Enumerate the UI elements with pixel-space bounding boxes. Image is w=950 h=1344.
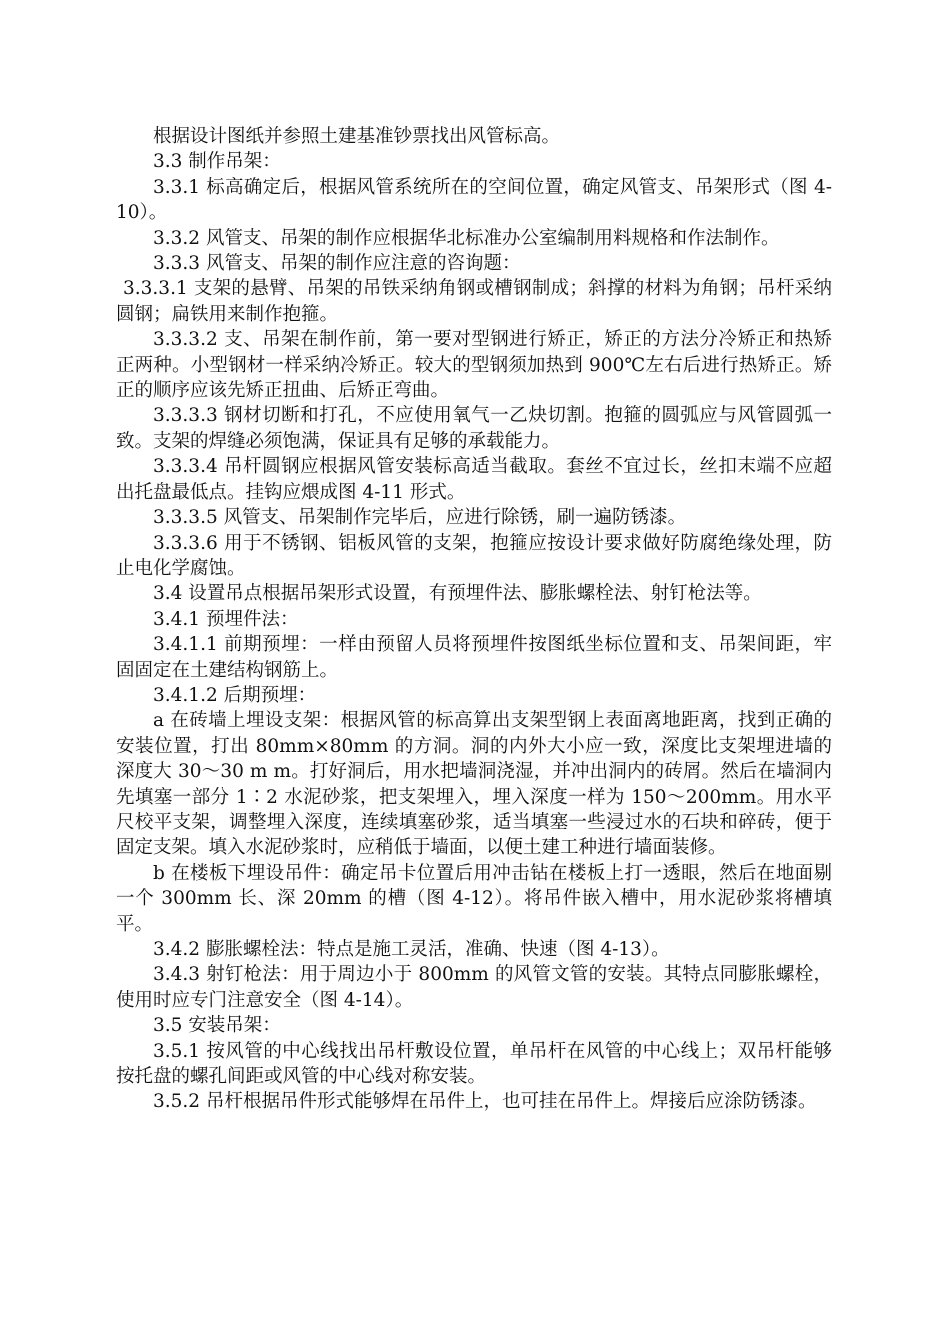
paragraph-3-3-3-6: 3.3.3.6 用于不锈钢、铝板风管的支架，抱箍应按设计要求做好防腐绝缘处理，防止电化学腐蚀。 (116, 532, 832, 579)
heading-3-5: 3.5 安装吊架： (153, 1015, 281, 1037)
paragraph-3-3-3-4: 3.3.3.4 吊杆圆钢应根据风管安装标高适当截取。套丝不宜过长，丝扣末端不应超出托盘最低点。挂钩应煨成图 4-11 形式。 (116, 456, 832, 503)
paragraph-3-4-1-2: 3.4.1.2 后期预埋： (153, 684, 317, 706)
heading-3-3: 3.3 制作吊架： (153, 151, 281, 173)
paragraph-3-4: 3.4 设置吊点根据吊架形式设置，有预埋件法、膨胀螺栓法、射钉枪法等。 (153, 583, 762, 605)
paragraph-3-3-3-2: 3.3.3.2 支、吊架在制作前，第一要对型钢进行矫正，矫正的方法分冷矫正和热矫正两种。小型钢材一样采纳冷矫正。较大的型钢须加热到 900℃左右后进行热矫正。矫正的顺序应该先矫正扭曲、后矫正弯曲。 (116, 329, 832, 402)
paragraph-3-3-3: 3.3.3 风管支、吊架的制作应注意的咨询题： (153, 253, 521, 275)
paragraph-3-5-2: 3.5.2 吊杆根据吊件形式能够焊在吊件上，也可挂在吊件上。焊接后应涂防锈漆。 (153, 1091, 817, 1113)
paragraph-item-b: b 在楼板下埋设吊件：确定吊卡位置后用冲击钻在楼板上打一透眼，然后在地面剔一个 300mm 长、深 20mm 的槽（图 4-12）。将吊件嵌入槽中，用水泥砂浆将槽填平。 (116, 862, 832, 935)
paragraph-3-4-2: 3.4.2 膨胀螺栓法：特点是施工灵活，准确、快速（图 4-13）。 (153, 939, 670, 960)
document-body (116, 124, 832, 1115)
paragraph-3-3-3-1: 3.3.3.1 支架的悬臂、吊架的吊铁采纳角钢或槽钢制成；斜撑的材料为角钢；吊杆采纳圆钢；扁铁用来制作抱箍。 (116, 278, 832, 325)
paragraph-3-4-1-1: 3.4.1.1 前期预埋：一样由预留人员将预埋件按图纸坐标位置和支、吊架间距，牢固固定在土建结构钢筋上。 (116, 634, 832, 681)
paragraph-3-3-3-5: 3.3.3.5 风管支、吊架制作完毕后，应进行除锈，刷一遍防锈漆。 (153, 507, 687, 529)
paragraph-3-3-3-3: 3.3.3.3 钢材切断和打孔，不应使用氧气一乙炔切割。抱箍的圆弧应与风管圆弧一致。支架的焊缝必须饱满，保证具有足够的承载能力。 (116, 405, 832, 452)
paragraph-3-3-1: 3.3.1 标高确定后，根据风管系统所在的空间位置，确定风管支、吊架形式（图 4-10）。 (116, 176, 832, 224)
paragraph-elevation-reference: 根据设计图纸并参照土建基准钞票找出风管标高。 (153, 126, 561, 147)
paragraph-3-4-3: 3.4.3 射钉枪法：用于周边小于 800mm 的风管文管的安装。其特点同膨胀螺栓，使用时应专门注意安全（图 4-14）。 (116, 964, 832, 1011)
paragraph-item-a: a 在砖墙上埋设支架：根据风管的标高算出支架型钢上表面离地距离，找到正确的安装位置，打出 80mm×80mm 的方洞。洞的内外大小应一致，深度比支架埋进墙的深度大 30～30 m m。打好洞后，用水把墙洞浇湿，并冲出洞内的砖屑。然后在墙洞内先填塞一部分 1∶2 水泥砂浆，把支架埋入，埋入深度一样为 150～200mm。用水平尺校平支架，调整埋入深度，连续填塞砂浆，适当填塞一些浸过水的石块和碎砖，便于固定支架。填入水泥砂浆时，应稍低于墙面，以便土建工种进行墙面装修。 (116, 710, 832, 859)
paragraph-3-5-1: 3.5.1 按风管的中心线找出吊杆敷设位置，单吊杆在风管的中心线上；双吊杆能够按托盘的螺孔间距或风管的中心线对称安装。 (116, 1040, 832, 1088)
paragraph-3-3-2: 3.3.2 风管支、吊架的制作应根据华北标准办公室编制用料规格和作法制作。 (153, 227, 780, 249)
paragraph-3-4-1: 3.4.1 预埋件法： (153, 608, 299, 630)
